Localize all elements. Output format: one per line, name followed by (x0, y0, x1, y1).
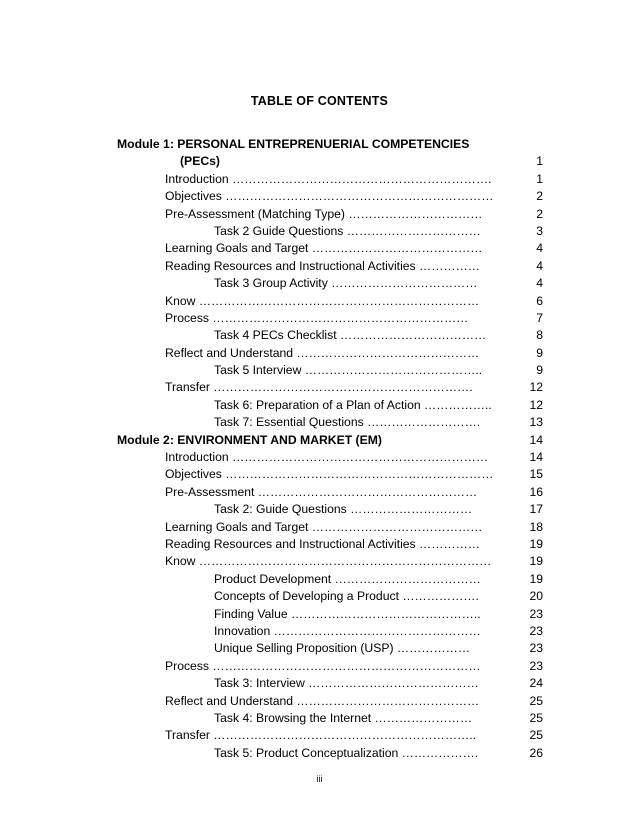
toc-entry (0, 449, 639, 466)
toc-entry (0, 397, 639, 414)
toc-entry (0, 519, 639, 536)
toc-entry-page: 19 (529, 536, 543, 551)
toc-entry (0, 484, 639, 501)
toc-entry (0, 466, 639, 483)
toc-entry (0, 693, 639, 710)
toc-entry-text: Module 1: PERSONAL ENTREPRENUERIAL COMPETENCIES (117, 137, 470, 151)
toc-entry (0, 623, 639, 640)
toc-entry-text: Objectives ………………………………………………………… (165, 189, 494, 204)
toc-entry-page: 23 (529, 623, 543, 638)
toc-entry-page: 26 (529, 745, 543, 760)
toc-entry-text: Module 2: ENVIRONMENT AND MARKET (EM) (117, 432, 382, 447)
toc-entry (0, 745, 639, 762)
toc-entry-page: 7 (536, 310, 543, 325)
toc-entry-text: Objectives ………………………………………………………… (165, 467, 494, 482)
toc-entry (0, 536, 639, 553)
toc-entry (0, 258, 639, 275)
toc-entry-page: 20 (529, 589, 543, 604)
toc-entry-page: 1 (536, 171, 543, 186)
toc-entry-page: 12 (529, 380, 543, 395)
toc-entry (0, 414, 639, 431)
toc-entry (0, 710, 639, 727)
toc-entry-text: Concepts of Developing a Product ………………. (214, 589, 479, 604)
toc-entry-text: Know …………………………………………………………… (165, 293, 480, 308)
toc-entry (0, 153, 639, 170)
toc-entry (0, 658, 639, 675)
toc-entry-text: Transfer ……………………………………………………….. (165, 728, 477, 743)
toc-entry (0, 240, 639, 257)
toc-entry-page: 16 (529, 484, 543, 499)
toc-entry-page: 23 (529, 658, 543, 673)
toc-entry-text: Task 2: Guide Questions ………………………… (214, 502, 473, 517)
toc-entry-page: 19 (529, 571, 543, 586)
toc-entry (0, 310, 639, 327)
page-number: iii (316, 774, 323, 784)
toc-entry-page: 24 (529, 676, 543, 691)
toc-entry (0, 606, 639, 623)
toc-entry-text: Task 6: Preparation of a Plan of Action …………….. (214, 397, 492, 412)
toc-entry-page: 4 (536, 241, 543, 256)
toc-entry (0, 379, 639, 396)
toc-entry (0, 362, 639, 379)
toc-entry-text: Process ………………………………………………………… (165, 658, 481, 673)
page-title: TABLE OF CONTENTS (250, 94, 389, 108)
toc-module-heading (0, 432, 639, 449)
toc-entry (0, 223, 639, 240)
toc-entry-page: 12 (529, 397, 543, 412)
toc-entry-text: Process ……………………………………………………… (165, 310, 469, 325)
toc-entry-text: Reading Resources and Instructional Activities …………… (165, 536, 480, 551)
toc-entry-page: 25 (529, 728, 543, 743)
toc-entry (0, 293, 639, 310)
toc-entry (0, 571, 639, 588)
toc-entry-page: 23 (529, 606, 543, 621)
toc-entry-text: Task 4 PECs Checklist ……………………………… (214, 328, 487, 343)
toc-entry (0, 588, 639, 605)
toc-entry-text: Unique Selling Proposition (USP) ……………… (214, 641, 471, 656)
toc-entry-page: 14 (529, 432, 543, 447)
toc-entry-text: Finding Value ……………………………………….. (214, 606, 481, 621)
toc-entry-text: Reading Resources and Instructional Activities …………… (165, 258, 480, 273)
toc-entry-page: 14 (529, 450, 543, 465)
toc-entry-page: 13 (529, 415, 543, 430)
toc-entry-page: 1 (536, 154, 543, 169)
toc-entry-page: 25 (529, 710, 543, 725)
toc-entry (0, 171, 639, 188)
toc-entry (0, 553, 639, 570)
toc-entry-page: 2 (536, 189, 543, 204)
toc-entry-page: 25 (529, 693, 543, 708)
toc-entry (0, 675, 639, 692)
toc-entry-text: (PECs) (180, 154, 220, 169)
toc-entry-page: 8 (536, 328, 543, 343)
toc-entry-page: 18 (529, 519, 543, 534)
toc-entry-page: 19 (529, 554, 543, 569)
toc-entry (0, 501, 639, 518)
toc-entry-text: Introduction ………………………………………………………. (165, 171, 492, 186)
toc-entry-text: Task 5: Product Conceptualization ………………. (214, 745, 479, 760)
toc-entry-text: Learning Goals and Target …………………………………… (165, 241, 483, 256)
toc-entry-text: Innovation …………………………………………… (214, 623, 481, 638)
toc-entry-text: Introduction ……………………………………………………… (165, 450, 489, 465)
toc-entry-text: Task 7: Essential Questions ………………………. (214, 415, 481, 430)
toc-entry-text: Pre-Assessment (Matching Type) …………………………… (165, 206, 483, 221)
toc-module-heading (0, 136, 639, 153)
toc-entry-page: 17 (529, 502, 543, 517)
toc-entry (0, 727, 639, 744)
toc-entry (0, 640, 639, 657)
toc-entry-text: Reflect and Understand ……………………………………… (165, 345, 480, 360)
toc-entry-page: 9 (536, 363, 543, 378)
toc-entry-text: Task 2 Guide Questions …………………………… (214, 223, 481, 238)
toc-entry-text: Transfer ………………………………………………………. (165, 380, 473, 395)
toc-entry-page: 3 (536, 223, 543, 238)
toc-entry-text: Know ……………………………………………………………… (165, 554, 492, 569)
toc-entry-text: Pre-Assessment ……………………………………………… (165, 484, 478, 499)
toc-entry-text: Product Development ……………………………… (214, 571, 481, 586)
toc-entry-text: Task 3: Interview …………………………………… (214, 676, 479, 691)
table-of-contents (0, 136, 639, 762)
toc-entry-page: 6 (536, 293, 543, 308)
toc-entry (0, 188, 639, 205)
toc-entry-page: 23 (529, 641, 543, 656)
toc-entry (0, 206, 639, 223)
toc-entry-text: Task 3 Group Activity ……………………………… (214, 276, 478, 291)
toc-entry-page: 9 (536, 345, 543, 360)
toc-entry-text: Task 5 Interview …………………………………….. (214, 363, 483, 378)
toc-entry-text: Learning Goals and Target …………………………………… (165, 519, 483, 534)
toc-entry-page: 4 (536, 258, 543, 273)
toc-entry (0, 275, 639, 292)
toc-entry-page: 2 (536, 206, 543, 221)
toc-entry-text: Task 4: Browsing the Internet …………………… (214, 710, 473, 725)
toc-entry-page: 4 (536, 276, 543, 291)
toc-entry (0, 327, 639, 344)
toc-entry (0, 345, 639, 362)
toc-entry-text: Reflect and Understand ……………………………………… (165, 693, 480, 708)
toc-entry-page: 15 (529, 467, 543, 482)
